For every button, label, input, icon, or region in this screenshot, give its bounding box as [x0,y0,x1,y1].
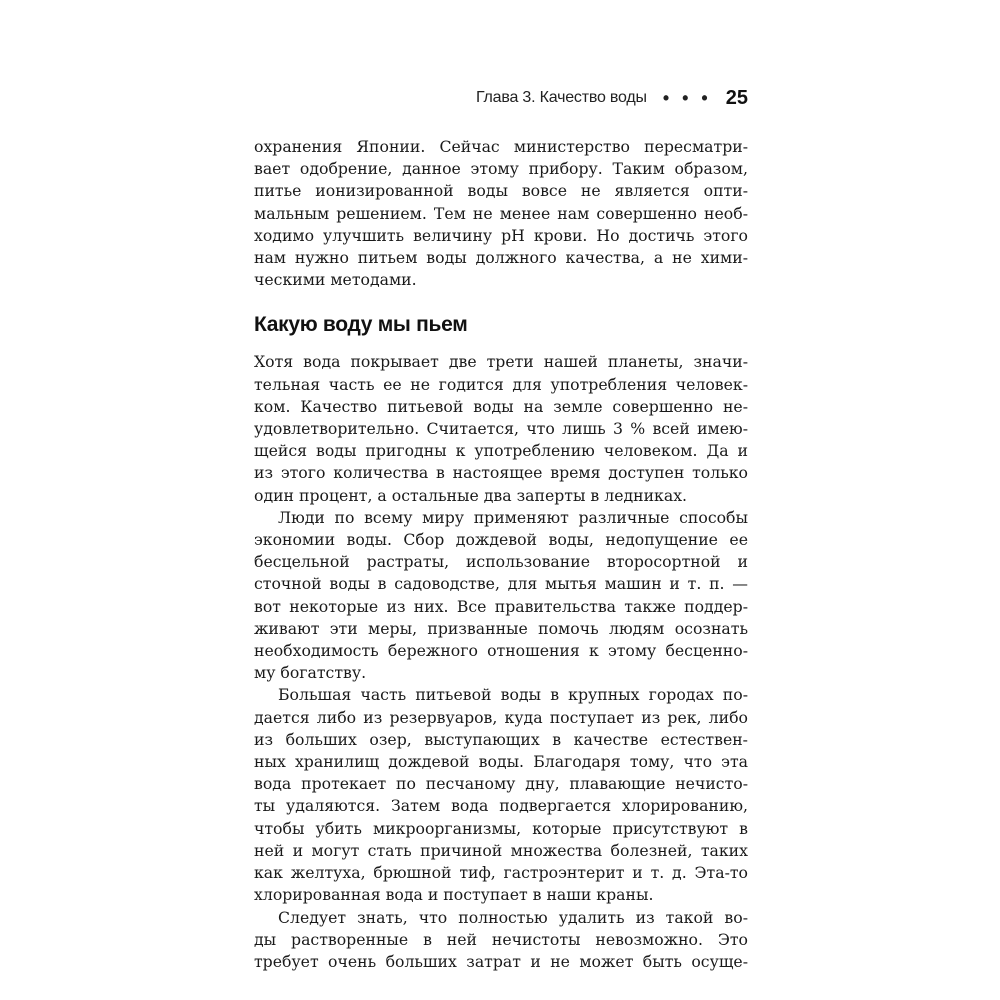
text-line: вода протекает по песчаному дну, плавающие нечисто- [254,774,748,794]
text-line: ты удаляются. Затем вода подвергается хлорированию, [254,796,748,816]
paragraph-1 [254,136,748,291]
paragraph-3 [254,507,748,685]
text-line: вает одобрение, данное этому прибору. Таким образом, [254,159,748,179]
header-dots: • • • [662,87,712,108]
text-line: один процент, а остальные два заперты в ледниках. [254,485,688,505]
text-line: ней и могут стать причиной множества болезней, таких [254,840,748,860]
text-line: му богатству. [254,663,367,683]
text-line: нам нужно питьем воды должного качества, а не хими- [254,248,748,268]
section-heading: Какую воду мы пьем [254,313,468,337]
text-line: Люди по всему миру применяют различные способы [278,507,748,527]
paragraph-4 [254,684,748,906]
text-line: чтобы убить микроорганизмы, которые присутствуют в [254,818,748,838]
text-line: хлорированная вода и поступает в наши краны. [254,885,654,905]
text-line: тельная часть ее не годится для употребления человек- [254,374,748,394]
text-line: требует очень больших затрат и не может быть осуще- [254,951,748,971]
text-line: необходимость бережного отношения к этому бесценно- [254,641,748,661]
text-line: ком. Качество питьевой воды на земле совершенно не- [254,396,748,416]
text-line: ных хранилищ дождевой воды. Благодаря тому, что эта [254,752,748,772]
text-line: ходимо улучшить величину pH крови. Но достичь этого [254,225,748,245]
chapter-title: Глава 3. Качество воды [475,89,647,106]
text-line: бесцельной растраты, использование второсортной и [254,552,748,572]
text-line: ды растворенные в ней нечистоты невозможно. Это [254,929,748,949]
text-line: дается либо из резервуаров, куда поступает из рек, либо [254,707,748,727]
text-line: из этого количества в настоящее время доступен только [254,463,748,483]
text-line: ческими методами. [254,270,417,290]
text-line: из больших озер, выступающих в качестве естествен- [254,729,748,749]
running-head [254,78,748,118]
text-line: как желтуха, брюшной тиф, гастроэнтерит и т. д. Эта-то [254,863,748,883]
text-line: Большая часть питьевой воды в крупных городах по- [278,685,748,705]
text-line: вот некоторые из них. Все правительства также поддер- [254,596,748,616]
text-line: сточной воды в садоводстве, для мытья машин и т. п. — [254,574,748,594]
paragraph-5 [254,907,748,974]
text-line: питье ионизированной воды вовсе не является опти- [254,181,748,201]
paragraph-2 [254,351,748,506]
text-line: Следует знать, что полностью удалить из такой во- [278,907,748,927]
page-number: 25 [725,86,748,109]
text-line: удовлетворительно. Считается, что лишь 3 % всей имею- [254,419,748,439]
book-page [254,78,748,973]
text-line: живают эти меры, призванные помочь людям осознать [254,618,748,638]
text-line: экономии воды. Сбор дождевой воды, недопущение ее [254,530,748,550]
text-line: щейся воды пригодны к употреблению человеком. Да и [254,441,748,461]
text-line: Хотя вода покрывает две трети нашей планеты, значи- [254,352,748,372]
text-line: мальным решением. Тем не менее нам совершенно необ- [254,203,748,223]
text-line: охранения Японии. Сейчас министерство пересматри- [254,137,748,156]
